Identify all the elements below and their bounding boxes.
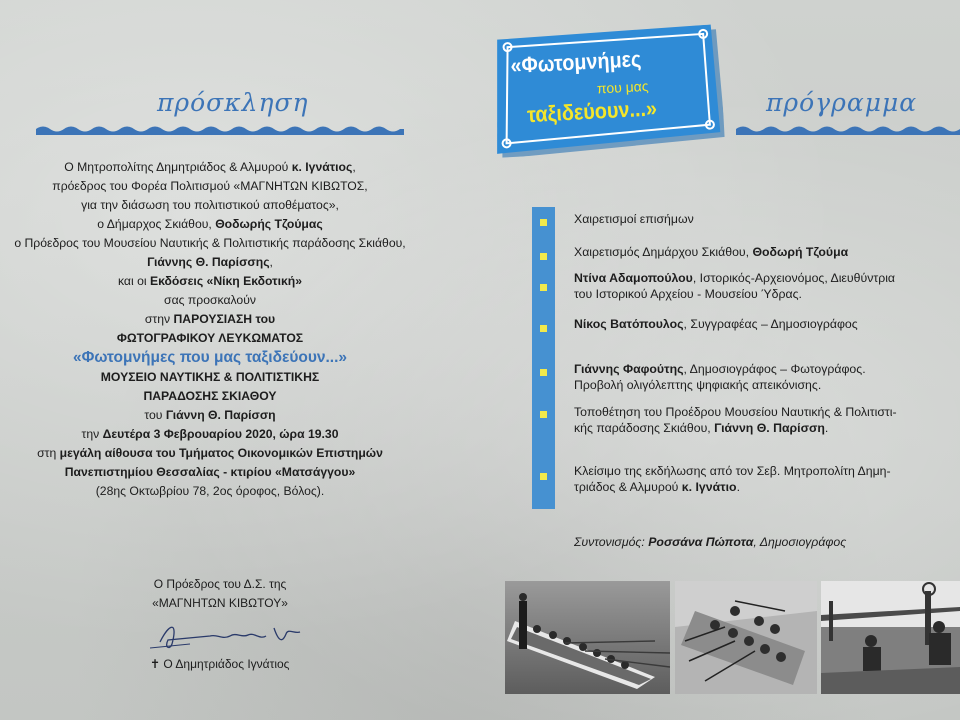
album-title-highlight: «Φωτομνήμες που μας ταξιδεύουν...» — [73, 349, 347, 366]
invitation-text: (28ης Οκτωβρίου 78, 2ος όροφος, Βόλος). — [95, 484, 325, 498]
invitation-line — [0, 368, 420, 387]
programme-bullet — [532, 467, 555, 485]
programme-text: Τοποθέτηση του Προέδρου Μουσείου Ναυτικής & Πολιτιστι- — [574, 405, 897, 419]
invitation-text: , — [352, 160, 356, 174]
invitation-line — [0, 482, 420, 501]
invitation-emphasis: Δευτέρα 3 Φεβρουαρίου 2020, ώρα 19.30 — [102, 427, 339, 441]
invitation-emphasis: ΦΩΤΟΓΡΑΦΙΚΟΥ ΛΕΥΚΩΜΑΤΟΣ — [116, 331, 304, 345]
invitation-emphasis: Εκδόσεις «Νίκη Εκδοτική» — [149, 274, 302, 288]
wave-divider-left — [36, 124, 404, 138]
invitation-line — [0, 158, 420, 177]
invitation-text: στη — [37, 446, 60, 460]
invitation-emphasis: Θοδωρής Τζούμας — [215, 217, 323, 231]
invitation-title: πρόσκληση — [157, 88, 309, 117]
rowing-boat-photo — [505, 581, 670, 694]
programme-text: , Συγγραφέας – Δημοσιογράφος — [683, 317, 858, 331]
title-sign — [489, 24, 725, 158]
coordination-name: Ροσσάνα Πώποτα — [648, 535, 754, 549]
programme-speaker: κ. Ιγνάτιο — [681, 480, 737, 494]
invitation-text: πρόεδρος του Φορέα Πολιτισμού «ΜΑΓΝΗΤΩΝ ΚΙΒΩΤΟΣ, — [52, 179, 368, 193]
invitation-line — [0, 215, 420, 234]
invitation-line — [0, 291, 420, 310]
invitation-emphasis: Γιάννης Θ. Παρίσσης — [147, 255, 270, 269]
sign-title-line: που μας — [596, 77, 649, 97]
invitation-text: ο Πρόεδρος του Μουσείου Ναυτικής & Πολιτιστικής παράδοσης Σκιάθου, — [14, 236, 406, 250]
signoff-line: «ΜΑΓΝΗΤΩΝ ΚΙΒΩΤΟΥ» — [152, 596, 288, 610]
programme-speaker: Νίκος Βατόπουλος — [574, 317, 684, 331]
invitation-line — [0, 272, 420, 291]
invitation-text: ο Δήμαρχος Σκιάθου, — [97, 217, 216, 231]
invitation-line — [0, 196, 420, 215]
programme-text: του Ιστορικού Αρχείου - Μουσείου Ύδρας. — [574, 287, 802, 301]
programme-text: Χαιρετισμοί επισήμων — [574, 212, 694, 226]
invitation-body — [0, 158, 420, 501]
programme-speaker: Θοδωρή Τζούμα — [752, 245, 849, 259]
invitation-line — [0, 425, 420, 444]
programme-speaker: Ντίνα Αδαμοπούλου — [574, 271, 693, 285]
invitation-text: Ο Μητροπολίτης Δημητριάδος & Αλμυρού — [64, 160, 292, 174]
signoff — [100, 575, 340, 613]
programme-item — [574, 244, 848, 260]
invitation-text: του — [144, 408, 166, 422]
programme-title: πρόγραμμα — [766, 88, 918, 117]
programme-text: Προβολή ολιγόλεπτης ψηφιακής απεικόνισης. — [574, 378, 822, 392]
invitation-line — [0, 310, 420, 329]
programme-item — [574, 316, 858, 332]
invitation-text: για την διάσωση του πολιτιστικού αποθέματος», — [81, 198, 339, 212]
handwritten-signature — [150, 614, 310, 654]
programme-bullet — [532, 319, 555, 337]
programme-speaker: Γιάννης Φαφούτης — [574, 362, 684, 376]
wave-divider-right — [736, 124, 960, 138]
sign-title-line: ταξιδεύουν...» — [526, 95, 658, 128]
invitation-line — [0, 253, 420, 272]
programme-text: , Δημοσιογράφος – Φωτογράφος. — [683, 362, 866, 376]
invitation-line — [0, 329, 420, 348]
signature-name: ✝ Ο Δημητριάδος Ιγνάτιος — [150, 657, 290, 671]
coordination-role: , Δημοσιογράφος — [753, 535, 847, 549]
invitation-emphasis: ΜΟΥΣΕΙΟ ΝΑΥΤΙΚΗΣ & ΠΟΛΙΤΙΣΤΙΚΗΣ — [100, 370, 320, 384]
sign-title-line: «Φωτομνήμες — [509, 46, 642, 78]
programme-text: τριάδος & Αλμυρού — [574, 480, 682, 494]
programme-bullet — [532, 278, 555, 296]
programme-bullet — [532, 405, 555, 423]
programme-text: κής παράδοσης Σκιάθου, — [574, 421, 715, 435]
programme-speaker: Γιάννη Θ. Παρίσση — [714, 421, 825, 435]
invitation-line — [0, 444, 420, 463]
programme-text: Χαιρετισμός Δημάρχου Σκιάθου, — [574, 245, 753, 259]
invitation-panel — [0, 0, 420, 720]
invitation-emphasis: Πανεπιστημίου Θεσσαλίας - κτιρίου «Ματσάγγου» — [64, 465, 356, 479]
invitation-emphasis: Γιάννη Θ. Παρίσση — [165, 408, 276, 422]
programme-text: . — [824, 421, 829, 435]
programme-bullet — [532, 213, 555, 231]
invitation-emphasis: μεγάλη αίθουσα του Τμήματος Οικονομικών Επιστημών — [59, 446, 383, 460]
invitation-line — [0, 463, 420, 482]
programme-item — [574, 270, 895, 302]
coordination — [574, 535, 846, 549]
programme-bullet — [532, 363, 555, 381]
invitation-line — [0, 406, 420, 425]
signoff-line: Ο Πρόεδρος του Δ.Σ. της — [153, 577, 287, 591]
deck-photo — [821, 581, 960, 694]
invitation-text: την — [81, 427, 103, 441]
invitation-text: σας προσκαλούν — [164, 293, 256, 307]
programme-text: . — [736, 480, 740, 494]
programme-item — [574, 463, 891, 495]
invitation-line — [0, 177, 420, 196]
invitation-line — [0, 387, 420, 406]
invitation-text: και οι — [117, 274, 150, 288]
programme-item — [574, 211, 694, 227]
invitation-emphasis: κ. Ιγνάτιος — [291, 160, 353, 174]
invitation-line — [0, 234, 420, 253]
invitation-text: , — [269, 255, 273, 269]
invitation-emphasis: ΠΑΡΟΥΣΙΑΣΗ του — [173, 312, 276, 326]
invitation-emphasis: ΠΑΡΑΔΟΣΗΣ ΣΚΙΑΘΟΥ — [143, 389, 277, 403]
programme-text: , Ιστορικός-Αρχειονόμος, Διευθύντρια — [692, 271, 896, 285]
photo-strip — [505, 581, 960, 694]
programme-bar — [532, 207, 555, 509]
programme-item — [574, 404, 897, 436]
rowers-photo — [675, 581, 817, 694]
programme-item — [574, 361, 866, 393]
coordination-label: Συντονισμός: — [574, 535, 649, 549]
programme-bullet — [532, 247, 555, 265]
invitation-text: στην — [144, 312, 174, 326]
programme-text: Κλείσιμο της εκδήλωσης από τον Σεβ. Μητροπολίτη Δημη- — [574, 464, 891, 478]
